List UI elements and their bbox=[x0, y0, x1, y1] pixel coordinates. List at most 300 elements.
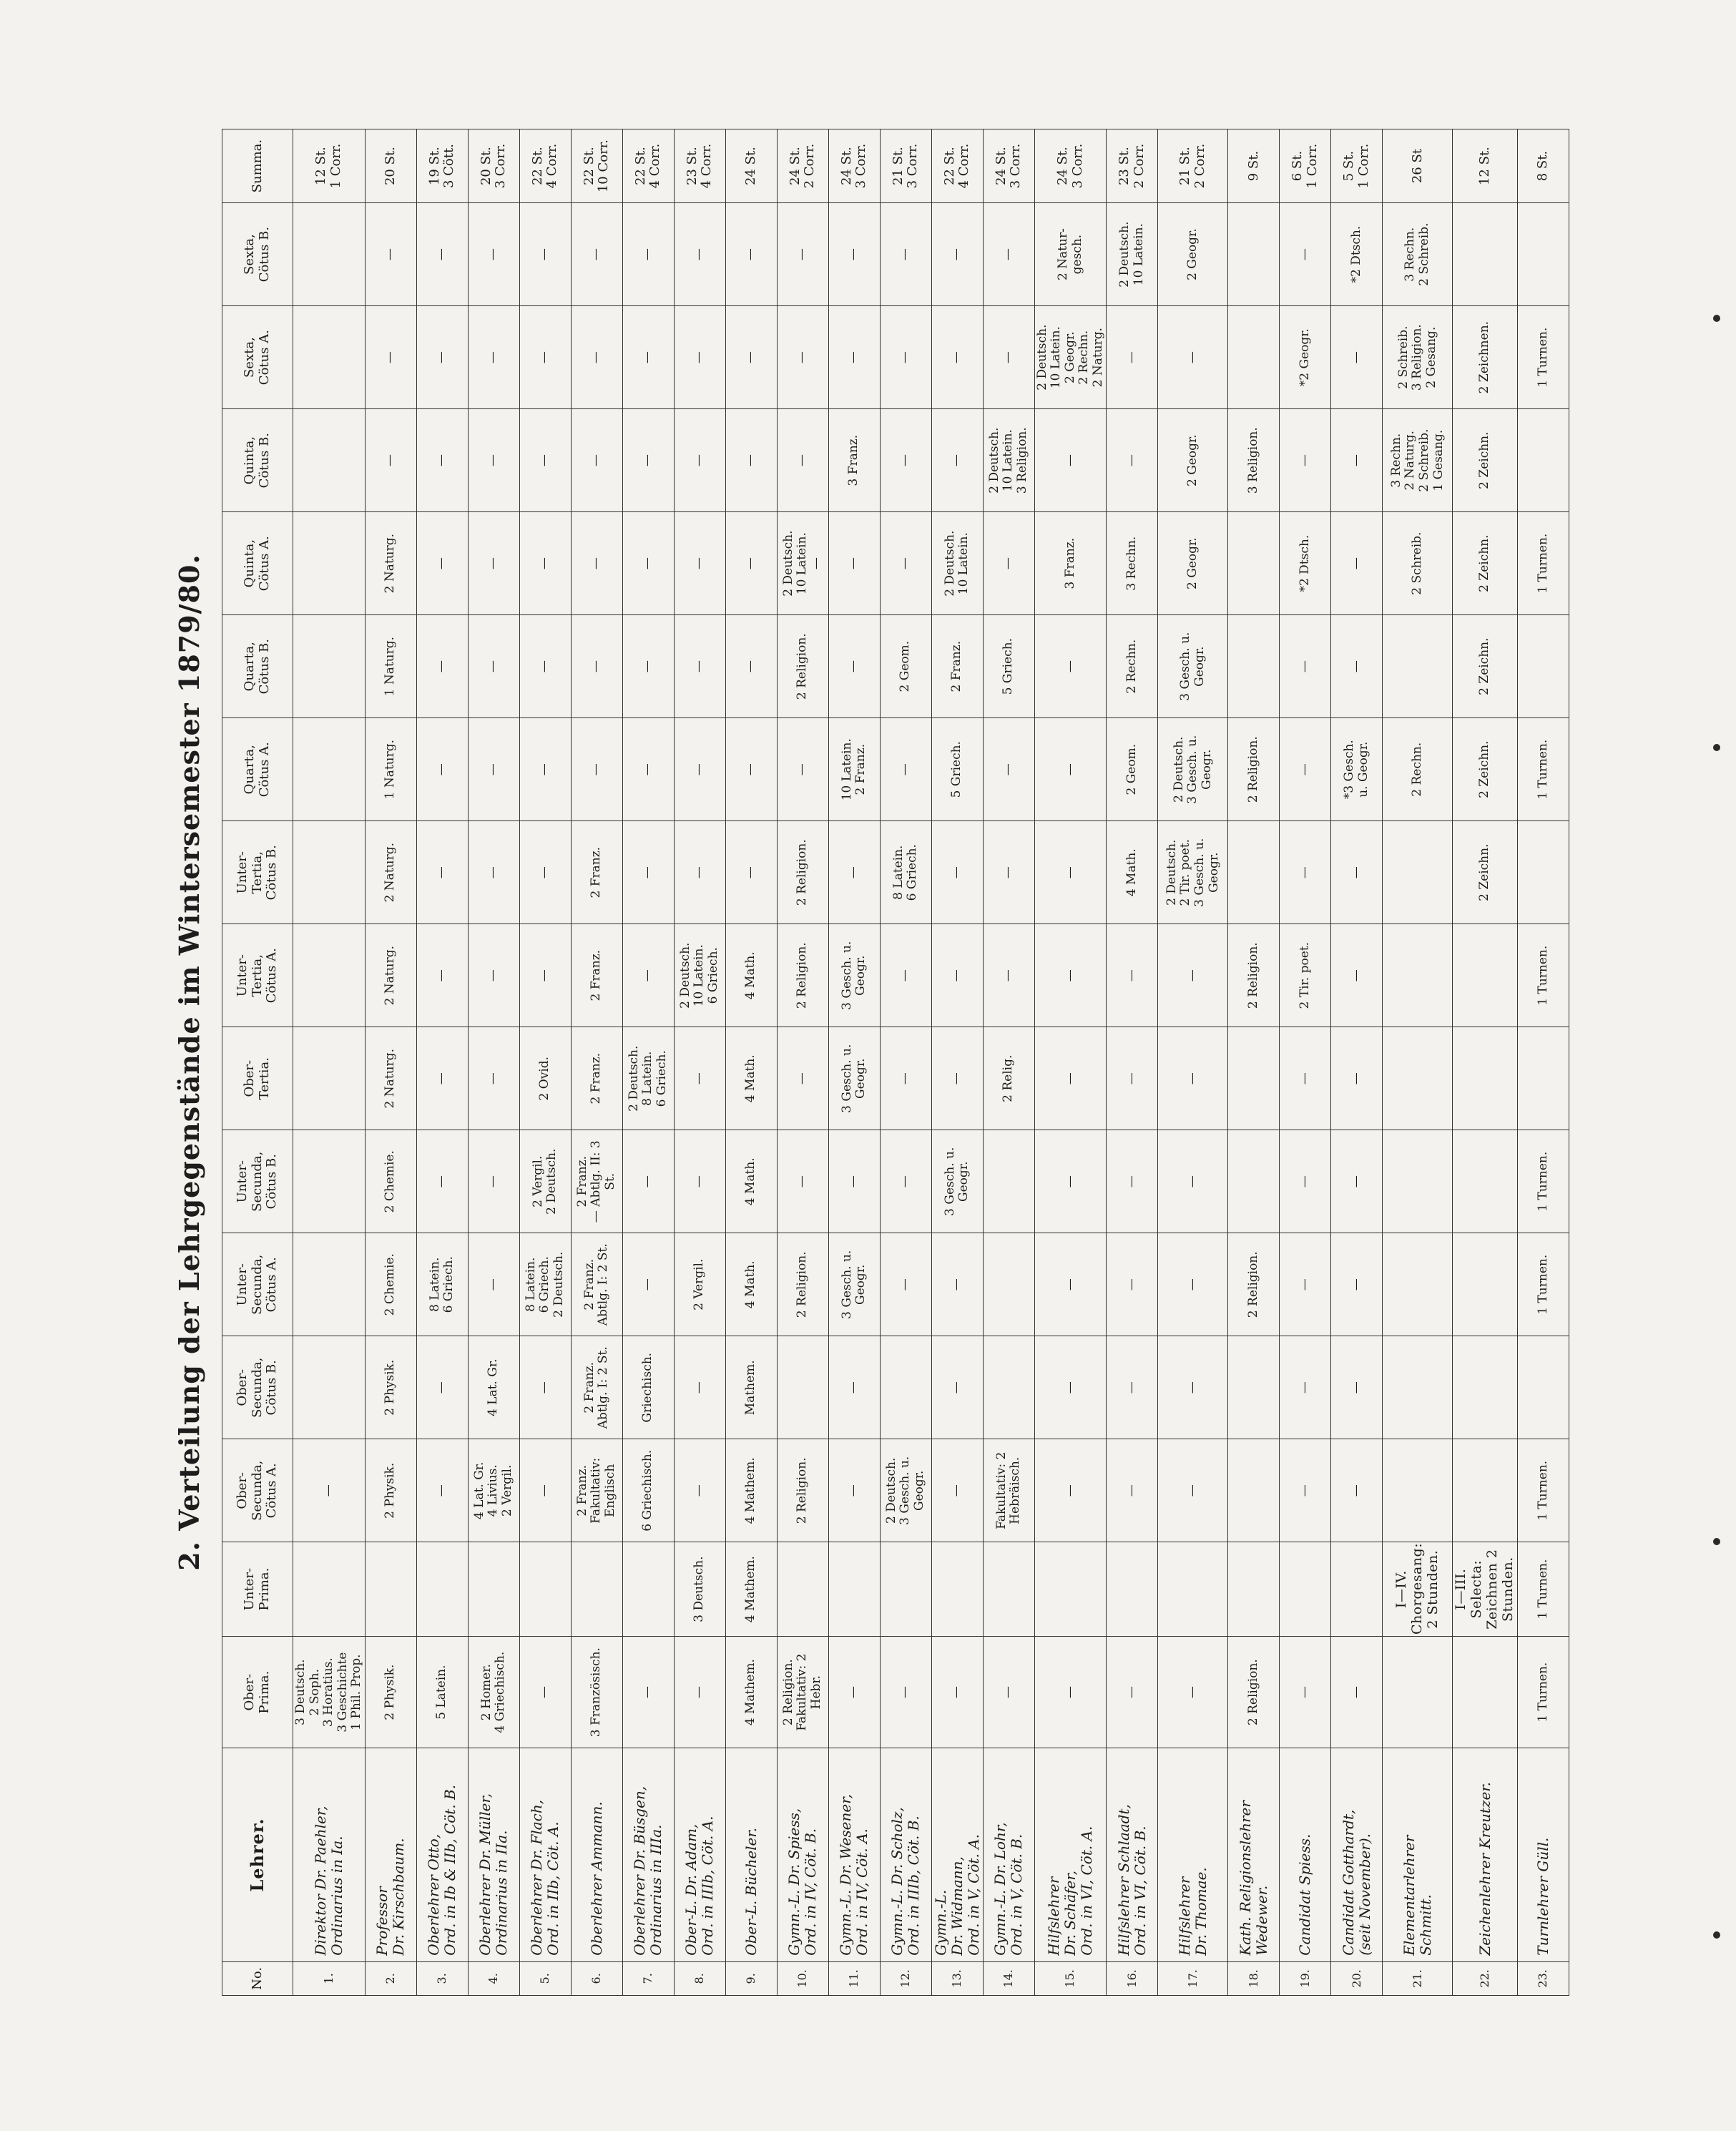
lesson-cell bbox=[1453, 203, 1517, 306]
lesson-cell: 1 Turnen. bbox=[1517, 512, 1569, 615]
lesson-cell: — bbox=[674, 718, 725, 821]
lesson-cell: 2 Geogr. bbox=[1158, 409, 1228, 512]
lesson-cell: — bbox=[1034, 821, 1107, 924]
summa-cell: 24 St. bbox=[725, 129, 777, 203]
lesson-cell: — bbox=[1280, 1130, 1331, 1233]
lesson-cell: 2 Religion. bbox=[777, 1439, 828, 1542]
lesson-cell: — bbox=[777, 1130, 828, 1233]
lesson-cell: — bbox=[931, 306, 983, 409]
lesson-cell: 2 Naturg. bbox=[365, 924, 416, 1027]
lesson-cell: — bbox=[725, 203, 777, 306]
lesson-cell: — bbox=[468, 409, 519, 512]
row-number: 3. bbox=[416, 1961, 468, 1995]
lesson-cell: 2 Physik. bbox=[365, 1439, 416, 1542]
table-row bbox=[571, 129, 622, 1996]
lesson-cell: — bbox=[880, 924, 931, 1027]
lesson-cell: — bbox=[468, 306, 519, 409]
lesson-cell: 3 Franz. bbox=[1034, 512, 1107, 615]
lesson-cell: 3 Deutsch. 2 Soph. 3 Horatius. 3 Geschichte 1 Phil. Prop. bbox=[293, 1636, 366, 1748]
lesson-cell: — bbox=[1158, 1439, 1228, 1542]
row-number: 1. bbox=[293, 1961, 366, 1995]
lesson-cell: — bbox=[519, 409, 571, 512]
lesson-cell: 1 Turnen. bbox=[1517, 718, 1569, 821]
lesson-cell: Griechisch. bbox=[622, 1336, 674, 1439]
table-row bbox=[1228, 129, 1280, 1996]
lesson-cell: 2 Physik. bbox=[365, 1636, 416, 1748]
lesson-cell: 2 Geom. bbox=[880, 615, 931, 718]
summa-cell: 26 St bbox=[1383, 129, 1453, 203]
row-number: 15. bbox=[1034, 1961, 1107, 1995]
summa-cell: 22 St. 4 Corr. bbox=[622, 129, 674, 203]
lesson-cell bbox=[293, 924, 366, 1027]
lesson-cell: *2 Dtsch. bbox=[1331, 203, 1383, 306]
row-number: 5. bbox=[519, 1961, 571, 1995]
lesson-cell: 2 Franz. — Abtlg. II: 3 St. bbox=[571, 1130, 622, 1233]
column-header: Summa. bbox=[222, 129, 293, 203]
lesson-cell: — bbox=[983, 512, 1034, 615]
column-header: Ober- Secunda, Cötus A. bbox=[222, 1439, 293, 1542]
lesson-cell: 1 Turnen. bbox=[1517, 306, 1569, 409]
lesson-cell bbox=[1383, 1233, 1453, 1336]
lesson-cell: Fakultativ: 2 Hebräisch. bbox=[983, 1439, 1034, 1542]
lesson-cell: — bbox=[519, 718, 571, 821]
row-number: 2. bbox=[365, 1961, 416, 1995]
column-header: Ober- Secunda, Cötus B. bbox=[222, 1336, 293, 1439]
lesson-cell: 5 Latein. bbox=[416, 1636, 468, 1748]
lesson-cell: 2 Religion. bbox=[777, 1233, 828, 1336]
lesson-cell bbox=[1453, 1636, 1517, 1748]
lesson-cell: — bbox=[828, 306, 880, 409]
lesson-cell: — bbox=[880, 512, 931, 615]
lesson-cell: — bbox=[674, 1336, 725, 1439]
lesson-cell: — bbox=[880, 306, 931, 409]
lesson-cell: 2 Geogr. bbox=[1158, 512, 1228, 615]
lesson-cell: — bbox=[1107, 1336, 1158, 1439]
lesson-cell: — bbox=[1331, 1636, 1383, 1748]
teacher-name: Oberlehrer Dr. Flach, Ord. in IIb, Cöt. A. bbox=[519, 1748, 571, 1961]
lesson-cell bbox=[1517, 615, 1569, 718]
lesson-cell bbox=[293, 1130, 366, 1233]
lesson-cell bbox=[1453, 1130, 1517, 1233]
row-number: 14. bbox=[983, 1961, 1034, 1995]
lesson-cell bbox=[293, 1233, 366, 1336]
lesson-cell: — bbox=[880, 203, 931, 306]
summa-cell: 5 St. 1 Corr. bbox=[1331, 129, 1383, 203]
teacher-name: Hilfslehrer Schlaadt, Ord. in VI, Cöt. B. bbox=[1107, 1748, 1158, 1961]
row-number: 6. bbox=[571, 1961, 622, 1995]
lesson-cell: 2 Deutsch. 10 Latein. bbox=[931, 512, 983, 615]
row-number: 17. bbox=[1158, 1961, 1228, 1995]
lesson-cell: — bbox=[1280, 1336, 1331, 1439]
table-row bbox=[1280, 129, 1331, 1996]
lesson-cell: — bbox=[1280, 1636, 1331, 1748]
lesson-cell: — bbox=[519, 1336, 571, 1439]
lesson-cell: — bbox=[622, 1233, 674, 1336]
lesson-cell: — bbox=[777, 1027, 828, 1130]
lesson-cell: 4 Math. bbox=[725, 1233, 777, 1336]
row-number: 4. bbox=[468, 1961, 519, 1995]
lesson-cell: — bbox=[1331, 1027, 1383, 1130]
lesson-cell: I—III. Selecta: Zeichnen 2 Stunden. bbox=[1453, 1542, 1517, 1637]
lesson-cell: — bbox=[1107, 1636, 1158, 1748]
lesson-cell: — bbox=[519, 306, 571, 409]
lesson-cell: — bbox=[983, 718, 1034, 821]
teacher-name: Oberlehrer Dr. Büsgen, Ordinarius in IIIa. bbox=[622, 1748, 674, 1961]
lesson-cell: — bbox=[674, 409, 725, 512]
lesson-cell bbox=[1517, 821, 1569, 924]
lesson-cell: 1 Turnen. bbox=[1517, 1542, 1569, 1637]
lesson-cell: 1 Turnen. bbox=[1517, 1130, 1569, 1233]
lesson-cell: — bbox=[931, 1027, 983, 1130]
lesson-cell: — bbox=[931, 203, 983, 306]
lesson-cell: — bbox=[1158, 1027, 1228, 1130]
lesson-cell: 4 Lat. Gr. bbox=[468, 1336, 519, 1439]
lesson-cell: — bbox=[931, 1636, 983, 1748]
lesson-cell: 2 Zeichnen. bbox=[1453, 306, 1517, 409]
lesson-cell: — bbox=[1331, 615, 1383, 718]
lesson-cell: 1 Naturg. bbox=[365, 615, 416, 718]
summa-cell: 22 St. 4 Corr. bbox=[931, 129, 983, 203]
lesson-cell: — bbox=[1107, 306, 1158, 409]
summa-cell: 8 St. bbox=[1517, 129, 1569, 203]
lesson-cell bbox=[1280, 1542, 1331, 1637]
lesson-cell: — bbox=[983, 924, 1034, 1027]
lesson-cell bbox=[1517, 1027, 1569, 1130]
teacher-name: Hilfslehrer Dr. Thomae. bbox=[1158, 1748, 1228, 1961]
summa-cell: 24 St. 3 Corr. bbox=[828, 129, 880, 203]
lesson-cell: 2 Religion. bbox=[777, 615, 828, 718]
lesson-cell bbox=[983, 1130, 1034, 1233]
lesson-cell: — bbox=[1107, 1233, 1158, 1336]
lesson-cell bbox=[1453, 924, 1517, 1027]
lesson-cell: 2 Relig. bbox=[983, 1027, 1034, 1130]
lesson-cell: 2 Naturg. bbox=[365, 1027, 416, 1130]
lesson-cell: — bbox=[828, 1636, 880, 1748]
lesson-cell: 1 Naturg. bbox=[365, 718, 416, 821]
lesson-cell: 4 Mathem. bbox=[725, 1542, 777, 1637]
teacher-name: Elementarlehrer Schmitt. bbox=[1383, 1748, 1453, 1961]
lesson-cell: — bbox=[468, 1027, 519, 1130]
lesson-cell: 2 Rechn. bbox=[1107, 615, 1158, 718]
lesson-cell: — bbox=[674, 1027, 725, 1130]
lesson-cell: 2 Religion. bbox=[777, 821, 828, 924]
lesson-cell: — bbox=[1158, 1336, 1228, 1439]
column-header: Unter- Secunda, Cötus A. bbox=[222, 1233, 293, 1336]
lesson-cell: 5 Griech. bbox=[931, 718, 983, 821]
table-row bbox=[468, 129, 519, 1996]
lesson-cell bbox=[880, 1336, 931, 1439]
lesson-cell: — bbox=[1107, 1130, 1158, 1233]
column-header: Sexta, Cötus A. bbox=[222, 306, 293, 409]
table-body bbox=[293, 129, 1569, 1996]
punch-hole-lower bbox=[1713, 1538, 1720, 1545]
lesson-cell: — bbox=[416, 409, 468, 512]
lesson-cell bbox=[293, 203, 366, 306]
lesson-cell: 4 Mathem. bbox=[725, 1636, 777, 1748]
lesson-cell bbox=[1034, 1542, 1107, 1637]
lesson-cell: — bbox=[983, 821, 1034, 924]
lesson-cell: 3 Gesch. u. Geogr. bbox=[828, 1233, 880, 1336]
lesson-cell: — bbox=[725, 615, 777, 718]
lesson-cell: — bbox=[983, 306, 1034, 409]
column-header: Ober- Tertia. bbox=[222, 1027, 293, 1130]
lesson-cell bbox=[931, 1542, 983, 1637]
lesson-cell: 2 Natur- gesch. bbox=[1034, 203, 1107, 306]
table-row bbox=[674, 129, 725, 1996]
lesson-cell: 4 Math. bbox=[1107, 821, 1158, 924]
row-number: 7. bbox=[622, 1961, 674, 1995]
lesson-cell bbox=[416, 1542, 468, 1637]
summa-cell: 22 St. 10 Corr. bbox=[571, 129, 622, 203]
lesson-cell: 3 Rechn. 2 Schreib. bbox=[1383, 203, 1453, 306]
lesson-cell: — bbox=[622, 821, 674, 924]
lesson-cell: 2 Homer. 4 Griechisch. bbox=[468, 1636, 519, 1748]
lesson-cell: — bbox=[1280, 1233, 1331, 1336]
lesson-cell: — bbox=[571, 718, 622, 821]
lesson-cell: 2 Deutsch. 3 Gesch. u. Geogr. bbox=[1158, 718, 1228, 821]
lesson-cell: — bbox=[983, 1636, 1034, 1748]
row-number: 21. bbox=[1383, 1961, 1453, 1995]
lesson-cell bbox=[777, 1336, 828, 1439]
lesson-cell: — bbox=[1280, 1439, 1331, 1542]
lesson-cell: 3 Rechn. 2 Naturg. 2 Schreib. 1 Gesang. bbox=[1383, 409, 1453, 512]
lesson-cell bbox=[293, 512, 366, 615]
lesson-cell bbox=[1228, 203, 1280, 306]
row-number: 9. bbox=[725, 1961, 777, 1995]
lesson-cell: 2 Franz. bbox=[571, 1027, 622, 1130]
row-number: 10. bbox=[777, 1961, 828, 1995]
lesson-cell: — bbox=[931, 924, 983, 1027]
lesson-cell bbox=[293, 1027, 366, 1130]
lesson-cell: 5 Griech. bbox=[983, 615, 1034, 718]
lesson-cell: — bbox=[519, 821, 571, 924]
lesson-cell: 2 Religion. bbox=[777, 924, 828, 1027]
lesson-cell: — bbox=[777, 306, 828, 409]
table-row bbox=[1517, 129, 1569, 1996]
lesson-cell: — bbox=[1034, 1027, 1107, 1130]
row-number: 20. bbox=[1331, 1961, 1383, 1995]
lesson-cell bbox=[622, 1542, 674, 1637]
lesson-cell: — bbox=[777, 203, 828, 306]
lesson-cell: — bbox=[828, 1130, 880, 1233]
lesson-cell bbox=[1383, 615, 1453, 718]
lesson-cell: — bbox=[1034, 1439, 1107, 1542]
lesson-cell: 3 Gesch. u. Geogr. bbox=[828, 924, 880, 1027]
lesson-cell: — bbox=[828, 1336, 880, 1439]
column-header: Quinta, Cötus B. bbox=[222, 409, 293, 512]
table-row bbox=[293, 129, 366, 1996]
lesson-cell: — bbox=[725, 718, 777, 821]
lesson-cell: — bbox=[1280, 821, 1331, 924]
summa-cell: 12 St. bbox=[1453, 129, 1517, 203]
lesson-cell: — bbox=[674, 615, 725, 718]
lesson-cell: — bbox=[1158, 1130, 1228, 1233]
lesson-cell: 2 Deutsch. 10 Latein. — bbox=[777, 512, 828, 615]
lesson-cell bbox=[1228, 306, 1280, 409]
teacher-name: Gymn.-L. Dr. Spiess, Ord. in IV, Cöt. B. bbox=[777, 1748, 828, 1961]
teacher-name: Zeichenlehrer Kreutzer. bbox=[1453, 1748, 1517, 1961]
lesson-cell: — bbox=[931, 1336, 983, 1439]
lesson-cell: 2 Naturg. bbox=[365, 512, 416, 615]
summa-cell: 24 St. 3 Corr. bbox=[983, 129, 1034, 203]
lesson-cell: — bbox=[622, 203, 674, 306]
lesson-cell bbox=[1453, 1336, 1517, 1439]
teacher-name: Oberlehrer Otto, Ord. in Ib & IIb, Cöt. B. bbox=[416, 1748, 468, 1961]
lesson-cell: — bbox=[880, 1636, 931, 1748]
lesson-cell: 2 Zeichn. bbox=[1453, 821, 1517, 924]
table-row bbox=[1107, 129, 1158, 1996]
lesson-cell: — bbox=[674, 821, 725, 924]
lesson-cell: 2 Franz. Abtlg. I: 2 St. bbox=[571, 1336, 622, 1439]
lesson-cell bbox=[468, 1542, 519, 1637]
column-header: Ober- Prima. bbox=[222, 1636, 293, 1748]
table-row bbox=[1453, 129, 1517, 1996]
column-header: Lehrer. bbox=[222, 1748, 293, 1961]
table-row bbox=[828, 129, 880, 1996]
lesson-cell: — bbox=[416, 512, 468, 615]
lesson-cell: 2 Chemie. bbox=[365, 1233, 416, 1336]
lesson-cell: 2 Geom. bbox=[1107, 718, 1158, 821]
lesson-cell: 2 Tir. poet. bbox=[1280, 924, 1331, 1027]
summa-cell: 23 St. 4 Corr. bbox=[674, 129, 725, 203]
lesson-cell: — bbox=[777, 409, 828, 512]
lesson-cell: — bbox=[674, 203, 725, 306]
lesson-cell: 2 Ovid. bbox=[519, 1027, 571, 1130]
lesson-cell: — bbox=[1331, 1336, 1383, 1439]
lesson-cell: — bbox=[1158, 924, 1228, 1027]
summa-cell: 20 St. 3 Corr. bbox=[468, 129, 519, 203]
lesson-cell: — bbox=[1034, 924, 1107, 1027]
lesson-cell: — bbox=[519, 203, 571, 306]
lesson-cell: — bbox=[828, 615, 880, 718]
lesson-cell: 3 Religion. bbox=[1228, 409, 1280, 512]
lesson-cell: 2 Deutsch. 10 Latein. 2 Geogr. 2 Rechn. 2 Naturg. bbox=[1034, 306, 1107, 409]
lesson-cell bbox=[1228, 1336, 1280, 1439]
lesson-cell: — bbox=[828, 821, 880, 924]
lesson-cell: 2 Deutsch. 10 Latein. bbox=[1107, 203, 1158, 306]
lesson-cell bbox=[1228, 512, 1280, 615]
lesson-cell: 2 Deutsch. 8 Latein. 6 Griech. bbox=[622, 1027, 674, 1130]
row-number: 23. bbox=[1517, 1961, 1569, 1995]
lesson-cell: — bbox=[777, 718, 828, 821]
column-header: Quinta, Cötus A. bbox=[222, 512, 293, 615]
lesson-cell: — bbox=[1034, 409, 1107, 512]
lesson-cell: 2 Vergil. bbox=[674, 1233, 725, 1336]
summa-cell: 24 St. 3 Corr. bbox=[1034, 129, 1107, 203]
lesson-cell bbox=[983, 1233, 1034, 1336]
lesson-cell bbox=[983, 1542, 1034, 1637]
teacher-name: Kath. Religionslehrer Wedewer. bbox=[1228, 1748, 1280, 1961]
teacher-name: Ober-L. Bücheler. bbox=[725, 1748, 777, 1961]
lesson-cell: — bbox=[416, 718, 468, 821]
lesson-cell: 3 Gesch. u. Geogr. bbox=[828, 1027, 880, 1130]
lesson-cell: — bbox=[1107, 924, 1158, 1027]
table-row bbox=[725, 129, 777, 1996]
teacher-name: Candidat Spiess. bbox=[1280, 1748, 1331, 1961]
lesson-cell: — bbox=[622, 718, 674, 821]
lesson-cell: 2 Religion. bbox=[1228, 718, 1280, 821]
lesson-cell: — bbox=[674, 1636, 725, 1748]
table-row bbox=[983, 129, 1034, 1996]
lesson-cell: — bbox=[622, 1130, 674, 1233]
lesson-cell: 4 Mathem. bbox=[725, 1439, 777, 1542]
row-number: 8. bbox=[674, 1961, 725, 1995]
row-number: 19. bbox=[1280, 1961, 1331, 1995]
lesson-cell: 1 Turnen. bbox=[1517, 1233, 1569, 1336]
lesson-cell: 2 Franz. bbox=[931, 615, 983, 718]
punch-hole-middle bbox=[1713, 744, 1720, 751]
lesson-cell bbox=[1107, 1542, 1158, 1637]
lesson-cell: — bbox=[1107, 409, 1158, 512]
lesson-cell: — bbox=[725, 409, 777, 512]
lesson-cell bbox=[1517, 409, 1569, 512]
lesson-cell: 2 Franz. bbox=[571, 821, 622, 924]
lesson-cell: — bbox=[622, 924, 674, 1027]
lesson-cell: 2 Zeichn. bbox=[1453, 718, 1517, 821]
lesson-cell: — bbox=[1331, 1130, 1383, 1233]
lesson-cell bbox=[1228, 1542, 1280, 1637]
rotated-page bbox=[157, 129, 1581, 1996]
lesson-cell: — bbox=[571, 615, 622, 718]
lesson-cell bbox=[1228, 615, 1280, 718]
teaching-distribution-table bbox=[222, 129, 1569, 1996]
lesson-cell: 2 Schreib. 3 Religion. 2 Gesang. bbox=[1383, 306, 1453, 409]
table-row bbox=[1158, 129, 1228, 1996]
table-row bbox=[622, 129, 674, 1996]
summa-cell: 21 St. 3 Corr. bbox=[880, 129, 931, 203]
lesson-cell: — bbox=[416, 203, 468, 306]
column-header: Quarta, Cötus B. bbox=[222, 615, 293, 718]
lesson-cell: — bbox=[931, 409, 983, 512]
lesson-cell: — bbox=[468, 615, 519, 718]
lesson-cell: — bbox=[880, 1233, 931, 1336]
lesson-cell bbox=[1453, 1233, 1517, 1336]
lesson-cell: — bbox=[1107, 1439, 1158, 1542]
lesson-cell bbox=[293, 718, 366, 821]
lesson-cell bbox=[1383, 1027, 1453, 1130]
lesson-cell: — bbox=[725, 821, 777, 924]
lesson-cell: 2 Religion. Fakultativ: 2 Hebr. bbox=[777, 1636, 828, 1748]
lesson-cell: — bbox=[674, 306, 725, 409]
lesson-cell: — bbox=[468, 1130, 519, 1233]
lesson-cell bbox=[293, 409, 366, 512]
lesson-cell: 8 Latein. 6 Griech. bbox=[416, 1233, 468, 1336]
lesson-cell: *3 Gesch. u. Geogr. bbox=[1331, 718, 1383, 821]
lesson-cell: — bbox=[1034, 1636, 1107, 1748]
lesson-cell: — bbox=[931, 1439, 983, 1542]
lesson-cell bbox=[1158, 1542, 1228, 1637]
lesson-cell: — bbox=[725, 306, 777, 409]
row-number: 22. bbox=[1453, 1961, 1517, 1995]
lesson-cell: 4 Math. bbox=[725, 1027, 777, 1130]
lesson-cell: 6 Griechisch. bbox=[622, 1439, 674, 1542]
summa-cell: 20 St. bbox=[365, 129, 416, 203]
lesson-cell bbox=[293, 821, 366, 924]
table-row bbox=[1034, 129, 1107, 1996]
row-number: 11. bbox=[828, 1961, 880, 1995]
summa-cell: 9 St. bbox=[1228, 129, 1280, 203]
lesson-cell: — bbox=[1158, 306, 1228, 409]
teacher-name: Ober-L. Dr. Adam, Ord. in IIIb, Cöt. A. bbox=[674, 1748, 725, 1961]
lesson-cell bbox=[1228, 1027, 1280, 1130]
lesson-cell: — bbox=[622, 1636, 674, 1748]
lesson-cell bbox=[777, 1542, 828, 1637]
lesson-cell: — bbox=[1331, 512, 1383, 615]
lesson-cell bbox=[1228, 1439, 1280, 1542]
lesson-cell: 2 Zeichn. bbox=[1453, 615, 1517, 718]
lesson-cell: — bbox=[468, 1233, 519, 1336]
lesson-cell bbox=[571, 1542, 622, 1637]
